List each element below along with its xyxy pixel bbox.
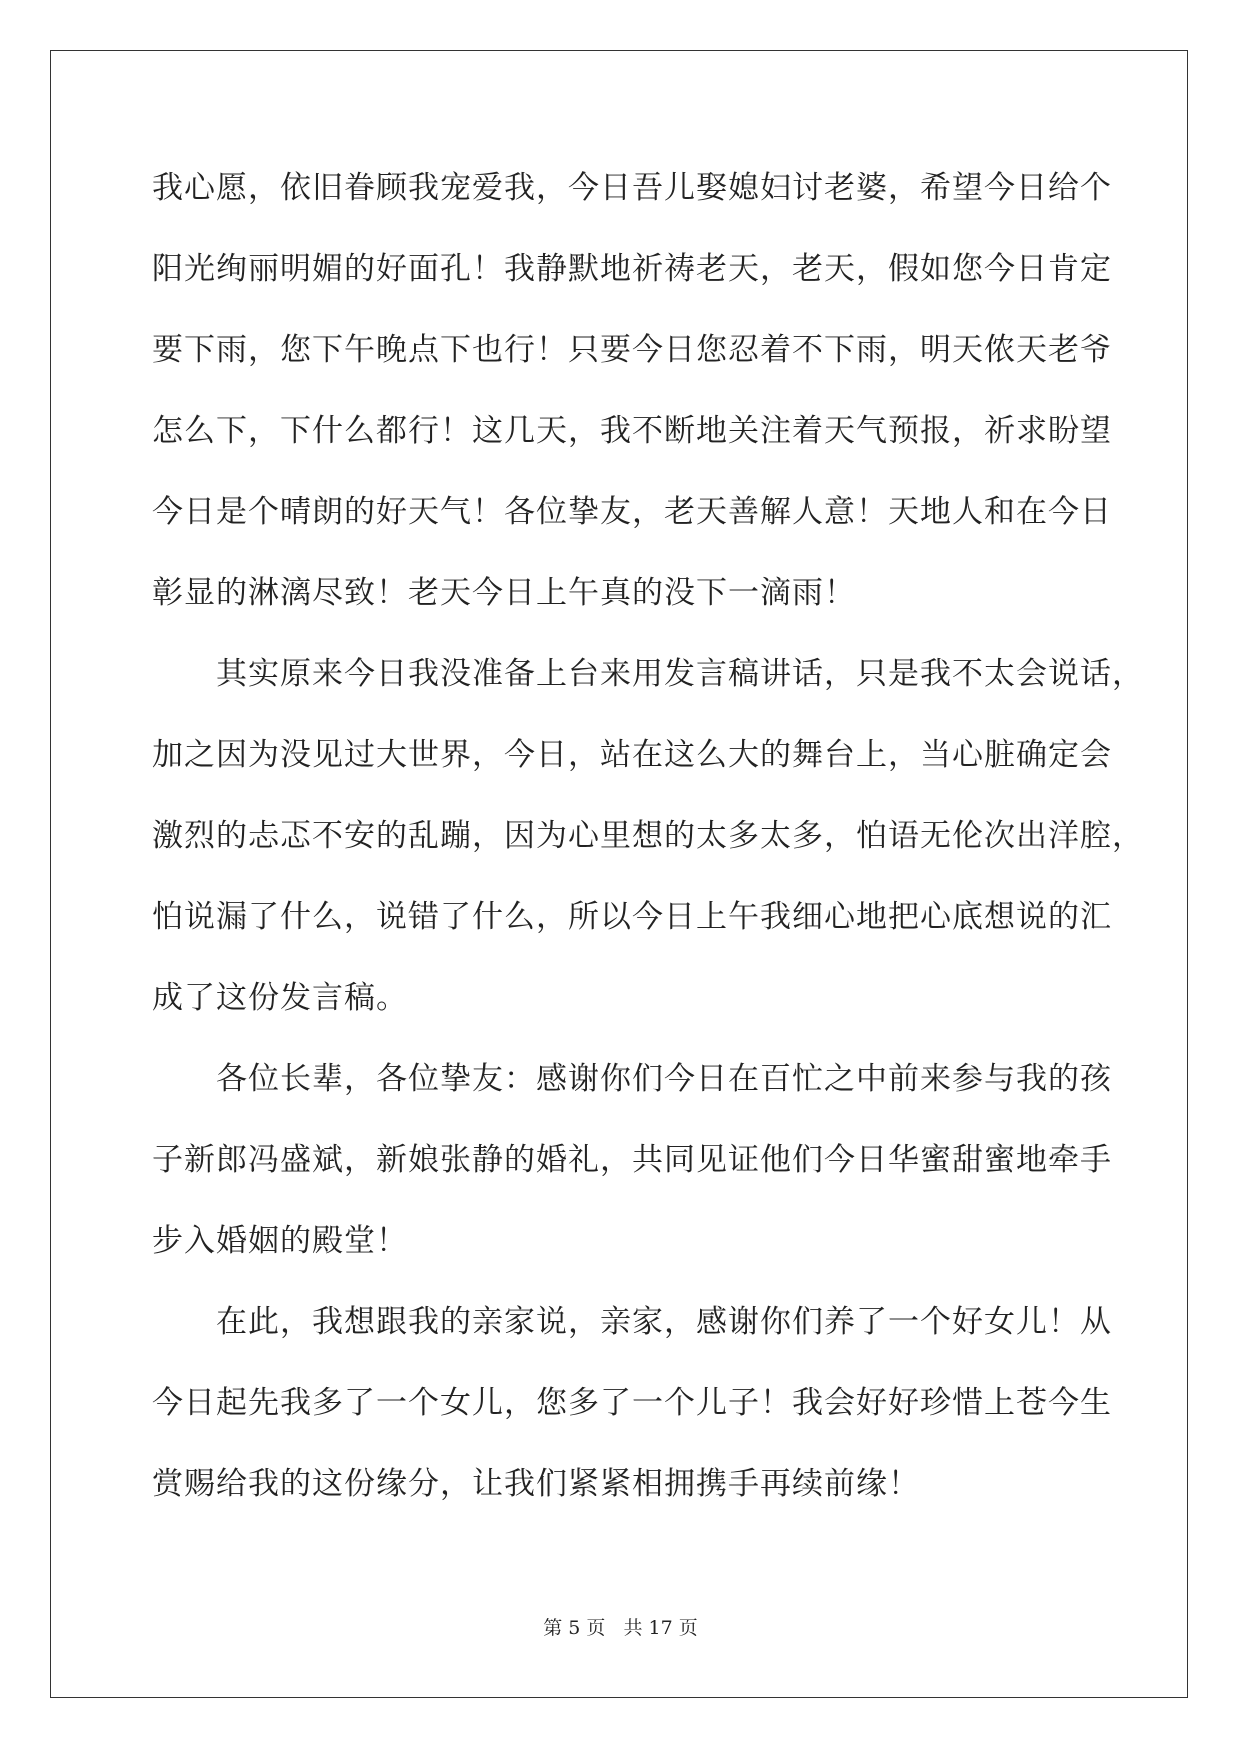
text-line: 子新郎冯盛斌，新娘张静的婚礼，共同见证他们今日华蜜甜蜜地牵手 — [152, 1142, 1112, 1178]
text-line: 今日起先我多了一个女儿，您多了一个儿子！我会好好珍惜上苍今生 — [152, 1385, 1112, 1421]
paragraph-4 — [152, 1282, 1112, 1525]
text-line: 加之因为没见过大世界，今日，站在这么大的舞台上，当心脏确定会 — [152, 737, 1112, 773]
text-line: 我心愿，依旧眷顾我宠爱我，今日吾儿娶媳妇讨老婆，希望今日给个 — [152, 170, 1112, 206]
text-line: 赏赐给我的这份缘分，让我们紧紧相拥携手再续前缘！ — [152, 1466, 920, 1502]
document-body — [152, 148, 1144, 1525]
text-line: 怕说漏了什么，说错了什么，所以今日上午我细心地把心底想说的汇 — [152, 899, 1112, 935]
text-line: 其实原来今日我没准备上台来用发言稿讲话，只是我不太会说话， — [216, 656, 1144, 692]
paragraph-1 — [152, 148, 1112, 634]
page-number: 第 5 页 — [543, 1617, 606, 1639]
text-line: 步入婚姻的殿堂！ — [152, 1223, 408, 1259]
text-line: 阳光绚丽明媚的好面孔！我静默地祈祷老天，老天，假如您今日肯定 — [152, 251, 1112, 287]
text-line: 怎么下，下什么都行！这几天，我不断地关注着天气预报，祈求盼望 — [152, 413, 1112, 449]
text-line: 各位长辈，各位挚友：感谢你们今日在百忙之中前来参与我的孩 — [216, 1061, 1112, 1097]
page-footer — [0, 1613, 1241, 1640]
text-line: 成了这份发言稿。 — [152, 980, 408, 1016]
text-line: 激烈的忐忑不安的乱蹦，因为心里想的太多太多，怕语无伦次出洋腔， — [152, 818, 1144, 854]
text-line: 要下雨，您下午晚点下也行！只要今日您忍着不下雨，明天侬天老爷 — [152, 332, 1112, 368]
text-line: 在此，我想跟我的亲家说，亲家，感谢你们养了一个好女儿！从 — [216, 1304, 1112, 1340]
text-line: 彰显的淋漓尽致！老天今日上午真的没下一滴雨！ — [152, 575, 856, 611]
paragraph-2 — [152, 634, 1144, 1039]
paragraph-3 — [152, 1039, 1112, 1282]
text-line: 今日是个晴朗的好天气！各位挚友，老天善解人意！天地人和在今日 — [152, 494, 1112, 530]
page-total: 共 17 页 — [623, 1617, 698, 1639]
